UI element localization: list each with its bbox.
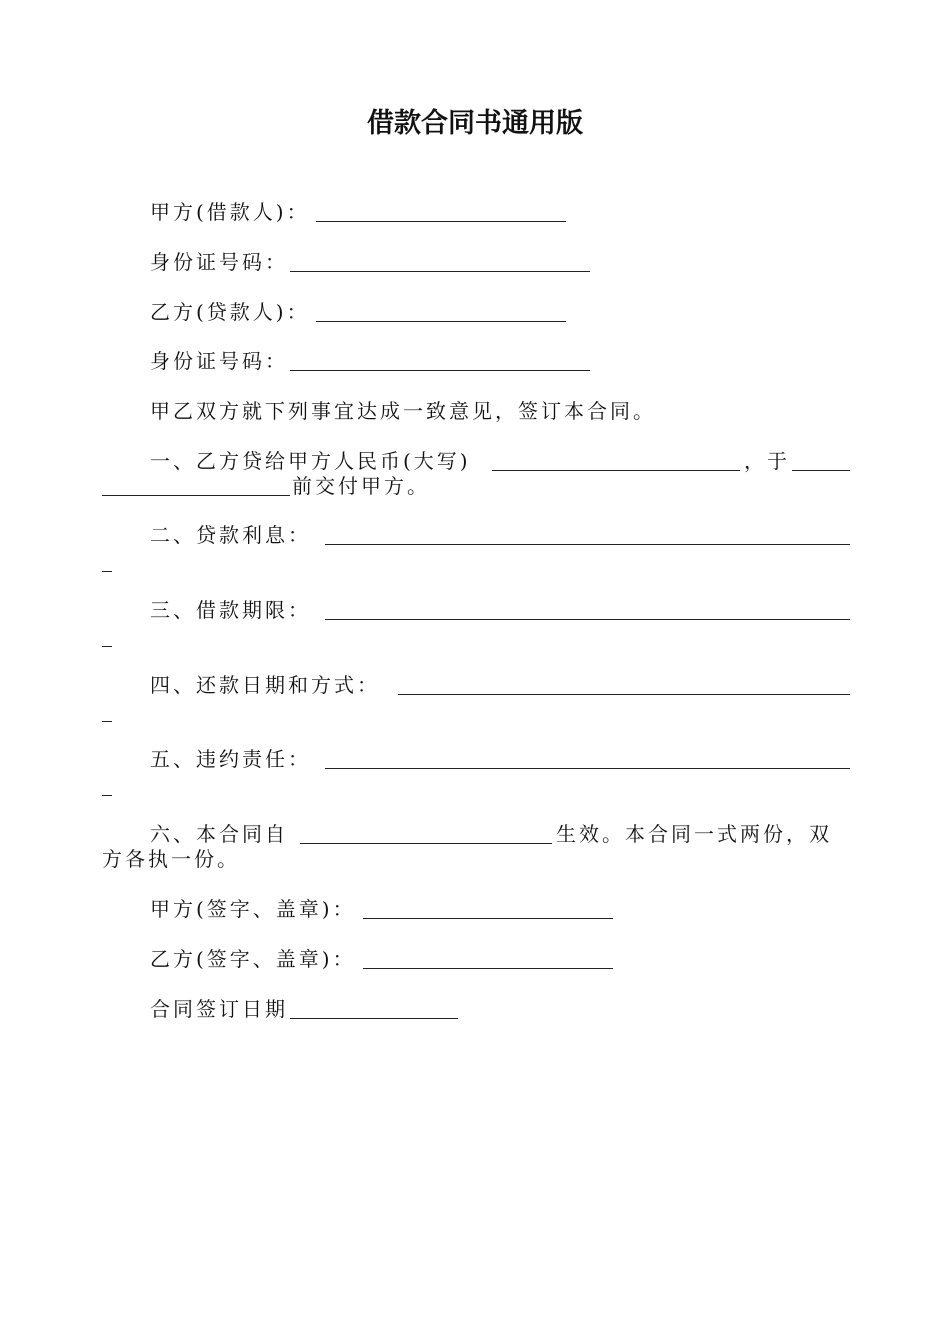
clause-3-blank[interactable] (325, 599, 850, 620)
party-a-label: 甲方(借款人)： (150, 200, 310, 224)
clause-1-date-blank-b[interactable] (102, 475, 290, 496)
sign-date-blank[interactable] (290, 998, 458, 1019)
page-title: 借款合同书通用版 (367, 108, 583, 139)
clause-6-continuation: 生效。本合同一式两份，双 (556, 822, 832, 846)
sign-a-label: 甲方(签字、盖章)： (150, 897, 356, 921)
id-number-a-blank[interactable] (290, 251, 590, 272)
clause-6-text: 六、本合同自 (150, 822, 288, 846)
party-b-blank[interactable] (316, 301, 566, 322)
clause-1-suffix: 前交付甲方。 (292, 474, 430, 498)
clause-1-text: 一、乙方贷给甲方人民币(大写) (150, 449, 471, 473)
clause-2-blank-cont (102, 551, 112, 572)
clause-4-blank-cont (102, 701, 112, 722)
id-number-a-label: 身份证号码： (150, 250, 288, 274)
clause-1-amount-blank[interactable] (492, 450, 740, 471)
clause-6-end: 方各执一份。 (102, 847, 240, 871)
clause-2-label: 二、贷款利息： (150, 523, 311, 547)
sign-b-label: 乙方(签字、盖章)： (150, 947, 356, 971)
sign-date-label: 合同签订日期 (150, 997, 288, 1021)
id-number-b-label: 身份证号码： (150, 349, 288, 373)
clause-1-date-blank-a[interactable] (792, 450, 850, 471)
clause-3-blank-cont (102, 626, 112, 647)
clause-5-blank[interactable] (325, 748, 850, 769)
clause-2-blank[interactable] (325, 524, 850, 545)
clause-4-blank[interactable] (398, 674, 850, 695)
clause-6-effective-blank[interactable] (300, 823, 552, 844)
sign-a-blank[interactable] (363, 898, 613, 919)
id-number-b-blank[interactable] (290, 350, 590, 371)
party-b-label: 乙方(贷款人)： (150, 300, 310, 324)
clause-3-label: 三、借款期限： (150, 598, 311, 622)
party-a-blank[interactable] (316, 201, 566, 222)
clause-4-label: 四、还款日期和方式： (150, 673, 380, 697)
party-b-line (150, 298, 310, 326)
sign-b-blank[interactable] (363, 948, 613, 969)
intro-paragraph: 甲乙双方就下列事宜达成一致意见，签订本合同。 (150, 399, 656, 423)
id-number-a-line (150, 248, 288, 276)
party-a-line (150, 198, 310, 226)
clause-1-date-prefix: ，于 (744, 449, 790, 473)
clause-5-label: 五、违约责任： (150, 747, 311, 771)
clause-5-blank-cont (102, 775, 112, 796)
id-number-b-line (150, 347, 288, 375)
